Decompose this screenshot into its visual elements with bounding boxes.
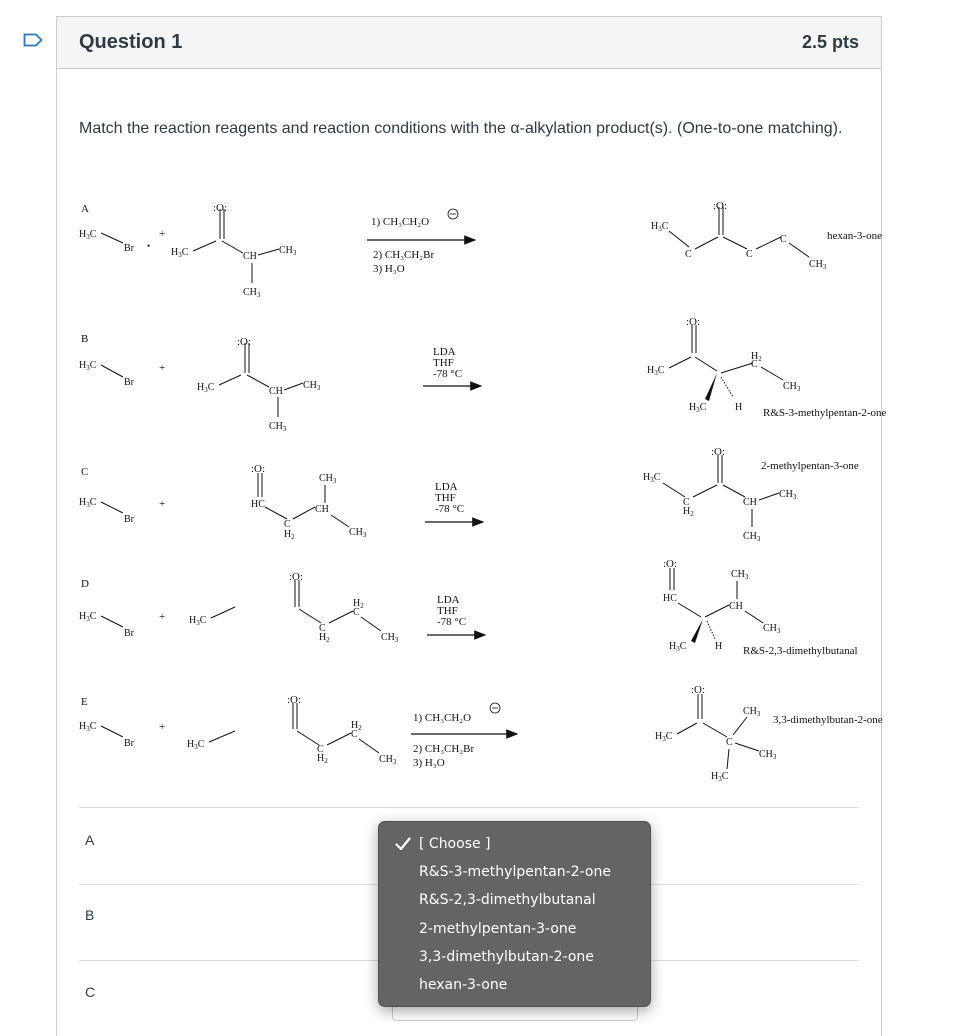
svg-text:CH3: $CH_3$ — [759, 749, 777, 761]
dropdown-option-choose[interactable]: [ Choose ] — [419, 836, 491, 852]
answer-row-label: C — [85, 984, 96, 1000]
checkmark-icon — [395, 837, 411, 851]
svg-text::O:: :O: — [691, 684, 706, 696]
svg-text:H2: $H_2$ — [683, 506, 694, 518]
svg-text:H3C: $H_3C$ — [711, 771, 729, 783]
answer-divider — [79, 807, 859, 808]
svg-text:CH3: $CH_3$ — [809, 259, 827, 271]
svg-text:H3C: $H_3C$ — [643, 472, 661, 484]
svg-text:+: + — [159, 721, 166, 733]
condition-3: -78 °C — [433, 368, 463, 380]
reaction-letter: D — [81, 578, 89, 590]
svg-text:CH3: $CH_3$ — [743, 531, 761, 543]
svg-text:Br: Br — [124, 738, 134, 749]
svg-text:C: C — [351, 729, 358, 740]
condition-2: THF — [435, 492, 456, 504]
condition-1: LDA — [437, 594, 460, 606]
svg-text:+: + — [159, 228, 166, 240]
svg-text:CH3: $CH_3$ — [303, 380, 321, 392]
reaction-letter: E — [81, 696, 88, 708]
dropdown-option[interactable]: R&S-2,3-dimethylbutanal — [419, 892, 596, 908]
svg-text:H3C: $H_3C$ — [79, 229, 97, 241]
svg-text:CH3: $CH_3$ — [779, 489, 797, 501]
svg-text:Br: Br — [124, 243, 134, 254]
svg-text:H2: $H_2$ — [284, 529, 295, 541]
svg-text:H2: $H_2$ — [751, 351, 762, 363]
svg-text:•: • — [147, 241, 151, 251]
svg-text:H3C: $H_3C$ — [197, 382, 215, 394]
svg-text:HC: HC — [663, 593, 677, 604]
svg-text::O:: :O: — [213, 202, 228, 214]
answer-dropdown-menu[interactable] — [378, 821, 651, 1007]
answer-row-label: A — [85, 832, 95, 848]
svg-text:CH3: $CH_3$ — [731, 569, 749, 581]
dropdown-option[interactable]: 2-methylpentan-3-one — [419, 921, 577, 937]
svg-text::O:: :O: — [686, 316, 701, 328]
product-name: R&S-3-methylpentan-2-one — [763, 407, 887, 419]
question-header — [57, 17, 881, 69]
svg-text::O:: :O: — [711, 446, 726, 458]
svg-text::O:: :O: — [251, 463, 266, 475]
condition-1: LDA — [433, 346, 456, 358]
reaction-letter: C — [81, 466, 89, 478]
svg-text::O:: :O: — [713, 200, 728, 212]
dropdown-option[interactable]: 3,3-dimethylbutan-2-one — [419, 949, 594, 965]
svg-text:CH3: $CH_3$ — [269, 421, 287, 433]
svg-text:+: + — [159, 362, 166, 374]
dropdown-option[interactable]: hexan-3-one — [419, 977, 508, 993]
dropdown-option[interactable]: R&S-3-methylpentan-2-one — [419, 864, 611, 880]
svg-text:CH3: $CH_3$ — [243, 287, 261, 299]
svg-text:H3C: $H_3C$ — [651, 221, 669, 233]
svg-text:H3C: $H_3C$ — [689, 402, 707, 414]
product-name: R&S-2,3-dimethylbutanal — [743, 645, 858, 657]
reaction-a — [79, 200, 882, 299]
svg-text:CH3: $CH_3$ — [743, 706, 761, 718]
svg-text:CH: CH — [729, 601, 743, 612]
svg-text:H3C: $H_3C$ — [189, 615, 207, 627]
svg-text:CH3: $CH_3$ — [319, 473, 337, 485]
condition-1: 1) CH₃CH₂O — [371, 216, 430, 228]
svg-text:C: C — [685, 249, 692, 260]
condition-3: -78 °C — [437, 616, 467, 628]
svg-text:+: + — [159, 498, 166, 510]
condition-3: 3) H₃O — [373, 263, 405, 275]
svg-text:Br: Br — [124, 377, 134, 388]
svg-text:C: C — [726, 737, 733, 748]
svg-text:H2: $H_2$ — [319, 632, 330, 644]
svg-text:H3C: $H_3C$ — [655, 731, 673, 743]
svg-text:H3C: $H_3C$ — [669, 641, 687, 653]
condition-2: 2) CH₃CH₂Br — [413, 743, 475, 755]
condition-2: 2) CH₃CH₂Br — [373, 249, 435, 261]
svg-text::O:: :O: — [287, 694, 302, 706]
reaction-scheme-figure — [71, 185, 887, 795]
svg-text:C: C — [746, 249, 753, 260]
svg-text:CH3: $CH_3$ — [783, 381, 801, 393]
svg-text:CH3: $CH_3$ — [279, 245, 297, 257]
flag-question-icon[interactable] — [23, 33, 43, 47]
svg-text:HC: HC — [251, 499, 265, 510]
product-name: 3,3-dimethylbutan-2-one — [773, 714, 883, 726]
svg-text:H2: $H_2$ — [353, 598, 364, 610]
svg-text:CH: CH — [269, 386, 283, 397]
svg-text:H3C: $H_3C$ — [187, 739, 205, 751]
svg-text:Br: Br — [124, 628, 134, 639]
svg-text:Br: Br — [124, 514, 134, 525]
svg-text:CH: CH — [315, 504, 329, 515]
svg-text:H3C: $H_3C$ — [79, 497, 97, 509]
condition-3: -78 °C — [435, 503, 465, 515]
svg-text:+: + — [159, 611, 166, 623]
question-prompt: Match the reaction reagents and reaction conditions with the α-alkylation product(s). (One-to-one matching). — [79, 120, 843, 137]
svg-text:C: C — [319, 623, 326, 634]
reaction-d — [79, 558, 858, 657]
svg-text::O:: :O: — [663, 558, 678, 570]
svg-text:CH3: $CH_3$ — [379, 754, 397, 766]
svg-text:H2: $H_2$ — [351, 720, 362, 732]
condition-2: THF — [433, 357, 454, 369]
svg-text:CH: CH — [743, 497, 757, 508]
question-title: Question 1 — [79, 31, 183, 53]
svg-text:H: H — [715, 641, 723, 652]
svg-text:C: C — [317, 744, 324, 755]
svg-text:H: H — [735, 402, 743, 413]
answer-row-label: B — [85, 907, 95, 923]
product-name: hexan-3-one — [827, 230, 882, 242]
svg-text:CH3: $CH_3$ — [349, 527, 367, 539]
reaction-letter: B — [81, 333, 89, 345]
svg-text:C: C — [353, 607, 360, 618]
reaction-letter: A — [81, 203, 89, 215]
svg-text:C: C — [683, 497, 690, 508]
svg-text:H2: $H_2$ — [317, 753, 328, 765]
condition-2: THF — [437, 605, 458, 617]
svg-text:C: C — [780, 234, 787, 245]
condition-1: 1) CH₃CH₂O — [413, 712, 472, 724]
svg-text:C: C — [284, 519, 291, 530]
reaction-b — [79, 316, 887, 433]
svg-text:H3C: $H_3C$ — [79, 721, 97, 733]
svg-text:H3C: $H_3C$ — [79, 360, 97, 372]
svg-text:CH3: $CH_3$ — [381, 632, 399, 644]
svg-text:H3C: $H_3C$ — [79, 611, 97, 623]
svg-text:CH3: $CH_3$ — [763, 623, 781, 635]
svg-text::O:: :O: — [237, 336, 252, 348]
svg-text:H3C: $H_3C$ — [171, 247, 189, 259]
product-name: 2-methylpentan-3-one — [761, 460, 859, 472]
svg-text::O:: :O: — [289, 571, 304, 583]
question-points: 2.5 pts — [801, 32, 859, 52]
svg-text:H3C: $H_3C$ — [647, 365, 665, 377]
svg-text:CH: CH — [243, 251, 257, 262]
svg-text:C: C — [751, 359, 758, 370]
condition-3: 3) H₃O — [413, 757, 445, 769]
reaction-e — [79, 684, 883, 783]
reaction-c — [79, 446, 859, 543]
condition-1: LDA — [435, 481, 458, 493]
